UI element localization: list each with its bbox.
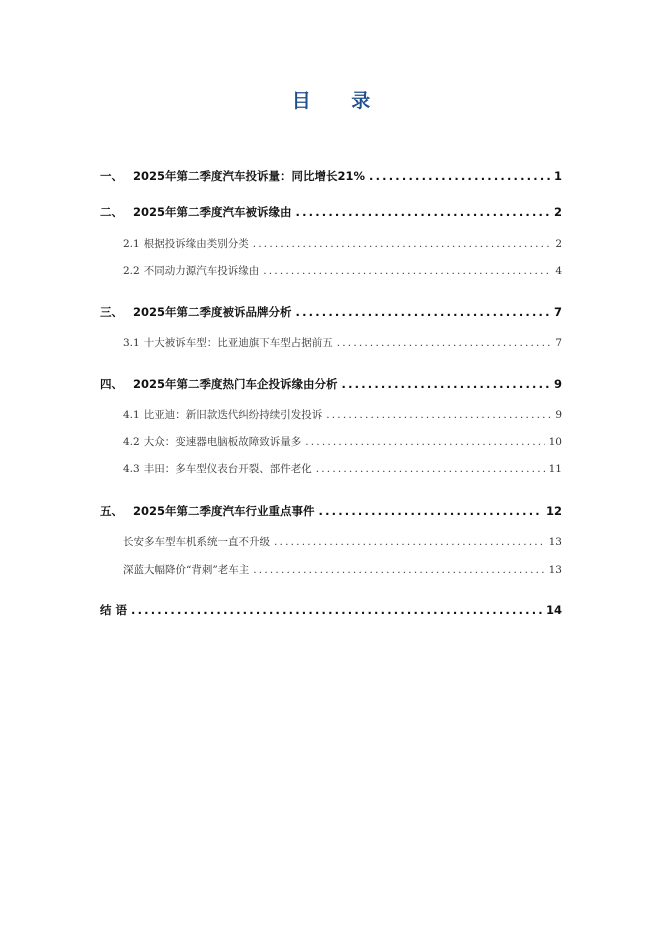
toc-subentry[interactable] [123,534,562,549]
toc-entry-page: 4 [555,265,562,277]
toc-entry[interactable] [100,168,562,184]
toc-entry-page: 9 [555,409,562,421]
toc-dot-leader [274,536,545,548]
toc-subentry[interactable] [123,407,562,422]
toc-subentry[interactable] [123,263,562,278]
toc-entry-text: 2025年第二季度汽车投诉量：同比增长21% [133,169,366,183]
toc-entry-text: 丰田：多车型仪表台开裂、部件老化 [143,463,312,475]
toc-entry-page: 13 [548,536,562,548]
toc-dot-leader [342,377,550,391]
toc-dot-leader [337,337,552,349]
toc-entry-text: 根据投诉缘由类别分类 [143,238,249,250]
toc-dot-leader [326,409,551,421]
toc-entry-page: 11 [548,463,562,475]
toc-dot-leader [263,265,551,277]
toc-dot-leader [319,504,542,518]
toc-entry-page: 10 [548,436,562,448]
toc-entry-text: 不同动力源汽车投诉缘由 [143,265,260,277]
toc-entry[interactable] [100,376,562,392]
toc-entry-page: 9 [553,377,562,391]
toc-dot-leader [253,564,544,576]
toc-entry-text: 十大被诉车型：比亚迪旗下车型占据前五 [143,337,333,349]
toc-entry[interactable] [100,602,562,618]
toc-subentry[interactable] [123,236,562,251]
toc-entry-text: 大众：变速器电脑板故障致诉量多 [143,436,302,448]
toc-entry-text: 2025年第二季度汽车行业重点事件 [133,504,315,518]
toc-entry[interactable] [100,204,562,220]
toc-entry-page: 2 [555,238,562,250]
toc-entry-number: 3.1 [123,337,140,349]
toc-entry-number: 2.2 [123,265,140,277]
toc-dot-leader [296,205,550,219]
toc-entry-number: 五、 [100,504,123,518]
toc-dot-leader [305,436,544,448]
toc-entry-number: 4.2 [123,436,140,448]
toc-entry-page: 7 [555,337,562,349]
toc-entry-number: 4.3 [123,463,140,475]
toc-subentry[interactable] [123,434,562,449]
toc-dot-leader [296,305,550,319]
toc-entry-text: 结 语 [100,603,128,617]
toc-dot-leader [131,603,542,617]
toc-title: 目 录 [291,90,388,112]
toc-entry-page: 14 [545,603,562,617]
toc-entry-text: 长安多车型车机系统一直不升级 [123,536,270,548]
toc-dot-leader [369,169,550,183]
toc-entry-number: 4.1 [123,409,140,421]
toc-entry[interactable] [100,503,562,519]
toc-subentry[interactable] [123,461,562,476]
toc-entry-text: 深蓝大幅降价“背刺”老车主 [123,564,250,576]
toc-entry-number: 一、 [100,169,123,183]
toc-dot-leader [316,463,545,475]
toc-entry-text: 2025年第二季度热门车企投诉缘由分析 [133,377,338,391]
toc-entry-number: 二、 [100,205,123,219]
toc-entry-page: 12 [545,504,562,518]
toc-subentry[interactable] [123,562,562,577]
toc-entry-text: 2025年第二季度被诉品牌分析 [133,305,292,319]
toc-entry-number: 三、 [100,305,123,319]
toc-entry-page: 1 [553,169,562,183]
toc-entry-page: 2 [553,205,562,219]
toc-dot-leader [253,238,552,250]
toc-entry-number: 2.1 [123,238,140,250]
toc-entry-text: 比亚迪：新旧款迭代纠纷持续引发投诉 [143,409,323,421]
toc-entry[interactable] [100,304,562,320]
toc-entry-page: 13 [548,564,562,576]
toc-subentry[interactable] [123,335,562,350]
toc-entry-page: 7 [553,305,562,319]
toc-entry-number: 四、 [100,377,123,391]
toc-entry-text: 2025年第二季度汽车被诉缘由 [133,205,292,219]
